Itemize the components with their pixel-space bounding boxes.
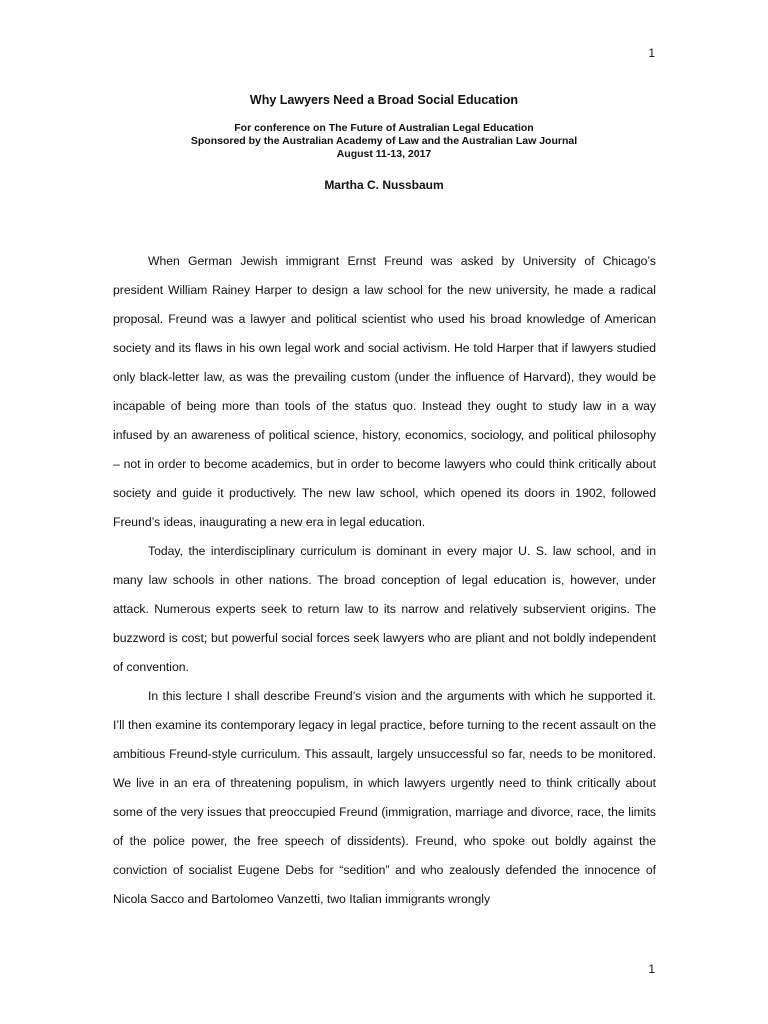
conference-info: [0, 122, 768, 161]
page-number-top: 1: [648, 46, 655, 60]
paragraph: Today, the interdisciplinary curriculum is dominant in every major U. S. law school, and in many law schools in other nations. The broad conception of legal education is, however, under attack. Numerous experts seek to return law to its narrow and relatively subservient origins. The buzzword is cost; but powerful social forces seek lawyers who are pliant and not boldly independent of convention.: [113, 544, 656, 674]
page-number-bottom: 1: [648, 962, 655, 976]
document-title: Why Lawyers Need a Broad Social Education: [249, 93, 519, 107]
conference-line: For conference on The Future of Australian Legal Education: [234, 122, 534, 134]
author-name: Martha C. Nussbaum: [324, 178, 444, 192]
paragraph: When German Jewish immigrant Ernst Freund was asked by University of Chicago’s president William Rainey Harper to design a law school for the new university, he made a radical proposal. Freund was a lawyer and political scientist who used his broad knowledge of American society and its flaws in his own legal work and social activism. He told Harper that if lawyers studied only black-letter law, as was the prevailing custom (under the influence of Harvard), they would be incapable of being more than tools of the status quo. Instead they ought to study law in a way infused by an awareness of political science, history, economics, sociology, and political philosophy – not in order to become academics, but in order to become lawyers who could think critically about society and guide it productively. The new law school, which opened its doors in 1902, followed Freund’s ideas, inaugurating a new era in legal education.: [113, 254, 656, 529]
paragraph: In this lecture I shall describe Freund’s vision and the arguments with which he supported it. I’ll then examine its contemporary legacy in legal practice, before turning to the recent assault on the ambitious Freund-style curriculum. This assault, largely unsuccessful so far, needs to be monitored. We live in an era of threatening populism, in which lawyers urgently need to think critically about some of the very issues that preoccupied Freund (immigration, marriage and divorce, race, the limits of the police power, the free speech of dissidents). Freund, who spoke out boldly against the conviction of socialist Eugene Debs for “sedition” and who zealously defended the innocence of Nicola Sacco and Bartolomeo Vanzetti, two Italian immigrants wrongly: [113, 689, 656, 906]
body-text: [113, 247, 656, 914]
sponsor-line: Sponsored by the Australian Academy of Law and the Australian Law Journal: [190, 135, 578, 147]
date-line: August 11-13, 2017: [336, 148, 432, 160]
